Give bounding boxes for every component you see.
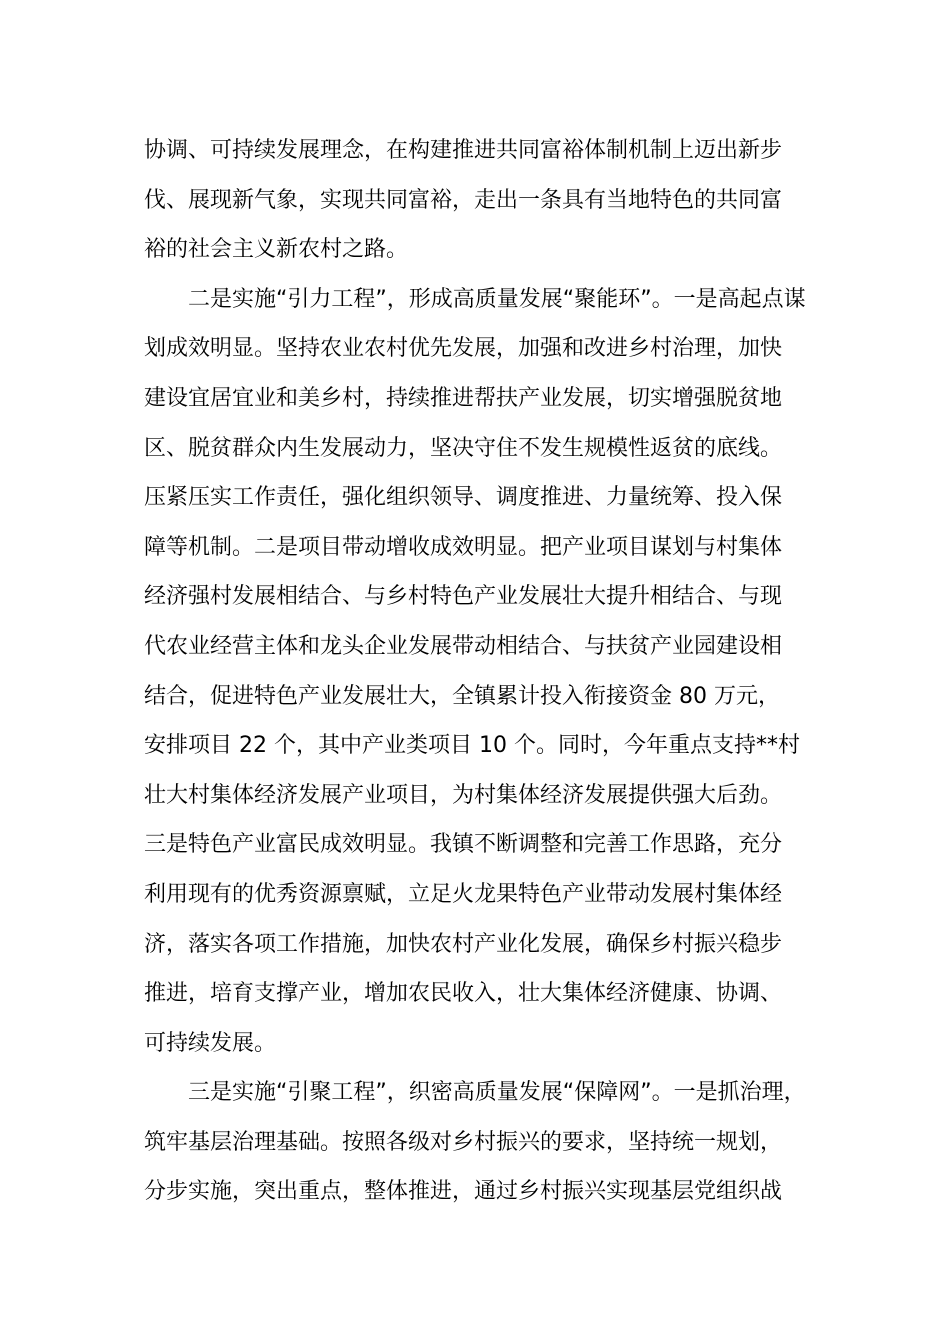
text-line: 结合，促进特色产业发展壮大，全镇累计投入衔接资金 80 万元，	[144, 683, 780, 709]
text-line: 裕的社会主义新农村之路。	[144, 237, 409, 263]
text-line: 分步实施，突出重点，整体推进，通过乡村振兴实现基层党组织战	[144, 1179, 783, 1205]
text-line: 压紧压实工作责任，强化组织领导、调度推进、力量统筹、投入保	[144, 485, 783, 511]
text-line: 伐、展现新气象，实现共同富裕，走出一条具有当地特色的共同富	[144, 187, 783, 213]
body-text	[144, 126, 810, 1217]
text-line: 利用现有的优秀资源禀赋，立足火龙果特色产业带动发展村集体经	[144, 881, 783, 907]
text-line: 代农业经营主体和龙头企业发展带动相结合、与扶贫产业园建设相	[144, 633, 783, 659]
text-line: 安排项目 22 个，其中产业类项目 10 个。同时，今年重点支持**村	[144, 733, 800, 759]
text-line: 壮大村集体经济发展产业项目，为村集体经济发展提供强大后劲。	[144, 782, 783, 808]
paragraph-first-line: 三是实施“引聚工程”，织密高质量发展“保障网”。一是抓治理，	[188, 1080, 806, 1106]
text-line: 济，落实各项工作措施，加快农村产业化发展，确保乡村振兴稳步	[144, 931, 783, 957]
text-line: 可持续发展。	[144, 1030, 277, 1056]
text-line: 划成效明显。坚持农业农村优先发展，加强和改进乡村治理，加快	[144, 336, 783, 362]
text-line: 障等机制。二是项目带动增收成效明显。把产业项目谋划与村集体	[144, 534, 783, 560]
text-line: 建设宜居宜业和美乡村，持续推进帮扶产业发展，切实增强脱贫地	[144, 385, 783, 411]
text-line: 区、脱贫群众内生发展动力，坚决守住不发生规模性返贫的底线。	[144, 435, 783, 461]
text-line: 协调、可持续发展理念，在构建推进共同富裕体制机制上迈出新步	[144, 138, 783, 163]
text-line: 三是特色产业富民成效明显。我镇不断调整和完善工作思路，充分	[144, 832, 783, 858]
text-line: 推进，培育支撑产业，增加农民收入，壮大集体经济健康、协调、	[144, 981, 783, 1007]
text-line: 筑牢基层治理基础。按照各级对乡村振兴的要求，坚持统一规划，	[144, 1129, 783, 1155]
paragraph-first-line: 二是实施“引力工程”，形成高质量发展“聚能环”。一是高起点谋	[188, 286, 806, 312]
text-line: 经济强村发展相结合、与乡村特色产业发展壮大提升相结合、与现	[144, 584, 783, 610]
